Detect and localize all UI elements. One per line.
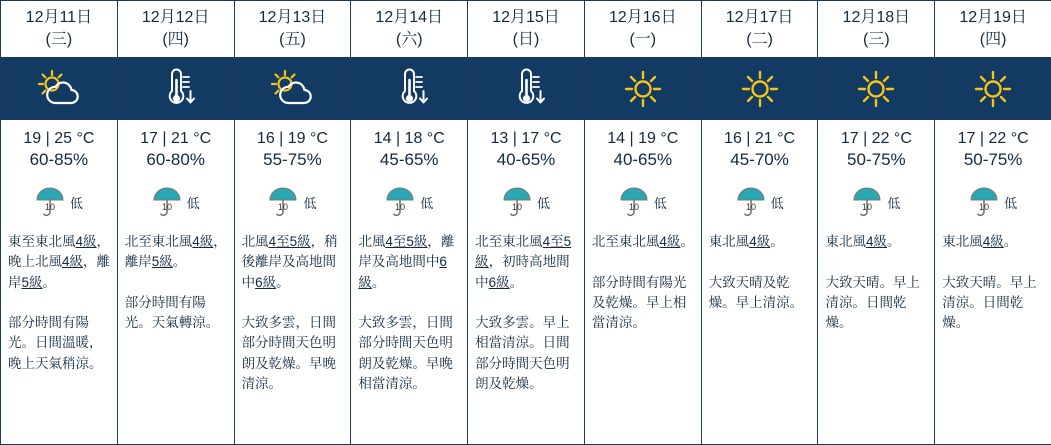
- weather-icon: [235, 58, 351, 120]
- forecast-date: [468, 1, 584, 58]
- svg-text:10: 10: [278, 202, 289, 213]
- svg-text:10: 10: [161, 202, 172, 213]
- uv-index-row: [702, 178, 818, 226]
- weather-icon: [818, 58, 934, 120]
- temperature-range: 14 | 18 °C: [373, 130, 445, 148]
- uv-index-label: 低: [303, 195, 317, 211]
- thermometer-down-icon-svg: [504, 68, 548, 110]
- humidity-range: 60-85%: [29, 150, 89, 170]
- sun-icon-svg: [856, 69, 896, 109]
- forecast-date: [585, 1, 701, 58]
- temperature-range: 14 | 19 °C: [607, 130, 679, 148]
- sun-icon-svg: [623, 69, 663, 109]
- thermometer-down-icon-svg: [154, 68, 198, 110]
- forecast-description: 北風4至5級，稍後離岸及高地間中6級。 大致多雲，日間部分時間天色明朗及乾燥。早晚清涼。: [241, 234, 338, 391]
- weather-icon: [935, 58, 1051, 120]
- svg-text:10: 10: [44, 202, 55, 213]
- temperature-range: 17 | 22 °C: [840, 130, 912, 148]
- temperature-range: 16 | 21 °C: [724, 130, 796, 148]
- humidity-range: 45-65%: [379, 150, 439, 170]
- day-of-week-text: (五): [279, 30, 306, 48]
- day-of-week-text: (四): [979, 30, 1007, 48]
- date-text: 12月17日: [725, 9, 794, 26]
- weather-icon: [585, 58, 701, 120]
- temperature-range: 17 | 22 °C: [957, 130, 1029, 148]
- forecast-description: 東至東北風4級，晚上北風4級，離岸5級。 部分時間有陽光。日間溫暖，晚上天氣稍涼。: [8, 234, 111, 371]
- day-of-week-text: (六): [395, 30, 423, 48]
- date-text: 12月13日: [258, 9, 327, 26]
- humidity-range: 60-80%: [146, 150, 205, 170]
- weather-icon: [468, 58, 584, 120]
- svg-text:10: 10: [862, 202, 873, 213]
- sun-behind-cloud-icon-svg: [268, 69, 316, 109]
- svg-text:10: 10: [745, 202, 756, 213]
- uv-index-label: 低: [770, 195, 784, 211]
- uv-index-row: [935, 178, 1051, 226]
- uv-umbrella-icon-svg: [152, 185, 182, 219]
- humidity-range: 45-70%: [730, 150, 789, 170]
- svg-text:10: 10: [511, 202, 523, 213]
- forecast-date: [351, 1, 467, 58]
- forecast-description: 東北風4級。 大致天晴及乾燥。早上清涼。: [708, 234, 804, 310]
- day-of-week-text: (三): [45, 30, 73, 48]
- date-text: 12月14日: [375, 9, 444, 26]
- forecast-date: [935, 1, 1051, 58]
- forecast-date: [235, 1, 351, 58]
- uv-index-label: 低: [420, 195, 434, 211]
- humidity-range: 50-75%: [847, 150, 906, 170]
- uv-index-label: 低: [69, 195, 83, 211]
- date-text: 12月18日: [842, 9, 911, 26]
- temperature-range: 17 | 21 °C: [140, 130, 212, 148]
- forecast-description: 北至東北風4至5級，初時高地間中6級。 大致多雲。早上相當清涼。日間部分時間天色明朗及乾燥。: [475, 234, 572, 391]
- uv-index-row: [351, 178, 467, 226]
- uv-index-row: [118, 178, 234, 226]
- uv-index-label: 低: [537, 195, 551, 211]
- day-of-week-text: (二): [746, 30, 773, 48]
- forecast-day-column: [350, 0, 468, 445]
- thermometer-down-icon-svg: [387, 68, 431, 110]
- uv-index-row: [585, 178, 701, 226]
- forecast-day-column: [701, 0, 819, 445]
- uv-umbrella-icon-svg: [502, 185, 532, 219]
- weather-icon: [118, 58, 234, 120]
- humidity-range: 55-75%: [263, 150, 322, 170]
- date-text: 12月19日: [959, 9, 1027, 26]
- forecast-day-column: [584, 0, 702, 445]
- forecast-date: [702, 1, 818, 58]
- forecast-description: 東北風4級。 大致天晴。早上清涼。日間乾燥。: [942, 234, 1037, 331]
- date-text: 12月12日: [141, 9, 210, 26]
- forecast-date: [1, 1, 117, 58]
- humidity-range: 50-75%: [963, 150, 1023, 170]
- forecast-description: 北至東北風4級，離岸5級。 部分時間有陽光。天氣轉涼。: [124, 234, 227, 331]
- uv-umbrella-icon-svg: [736, 185, 766, 219]
- forecast-date: [818, 1, 934, 58]
- forecast-date: [118, 1, 234, 58]
- uv-umbrella-icon-svg: [35, 185, 65, 219]
- uv-index-row: [1, 178, 117, 226]
- weather-icon: [351, 58, 467, 120]
- sun-icon-svg: [740, 69, 780, 109]
- humidity-range: 40-65%: [613, 150, 673, 170]
- uv-umbrella-icon-svg: [385, 185, 415, 219]
- uv-umbrella-icon-svg: [852, 185, 882, 219]
- uv-index-label: 低: [653, 195, 667, 211]
- uv-umbrella-icon-svg: [969, 185, 999, 219]
- svg-text:10: 10: [979, 202, 990, 213]
- uv-umbrella-icon-svg: [619, 185, 649, 219]
- weather-icon: [702, 58, 818, 120]
- day-of-week-text: (日): [512, 30, 540, 48]
- sun-icon-svg: [973, 69, 1013, 109]
- temperature-range: 19 | 25 °C: [23, 130, 95, 148]
- forecast-day-column: [117, 0, 235, 445]
- forecast-description: 北風4至5級，離岸及高地間中6級。 大致多雲，日間部分時間天色明朗及乾燥。早晚相當清涼。: [358, 234, 455, 391]
- uv-umbrella-icon-svg: [268, 185, 298, 219]
- uv-index-row: [235, 178, 351, 226]
- day-of-week-text: (一): [629, 30, 657, 48]
- date-text: 12月15日: [492, 9, 560, 26]
- day-of-week-text: (四): [162, 30, 189, 48]
- weather-icon: [1, 58, 117, 120]
- forecast-description: 北至東北風4級。 部分時間有陽光及乾燥。早上相當清涼。: [591, 234, 694, 331]
- uv-index-row: [468, 178, 584, 226]
- forecast-day-column: [934, 0, 1051, 445]
- svg-text:10: 10: [628, 202, 639, 213]
- forecast-day-column: [817, 0, 935, 445]
- forecast-day-column: [467, 0, 585, 445]
- uv-index-label: 低: [1004, 195, 1018, 211]
- sun-behind-cloud-icon-svg: [35, 69, 83, 109]
- forecast-day-column: [234, 0, 352, 445]
- uv-index-label: 低: [186, 195, 200, 211]
- uv-index-row: [818, 178, 934, 226]
- day-of-week-text: (三): [863, 30, 890, 48]
- humidity-range: 40-65%: [496, 150, 556, 170]
- forecast-day-column: [0, 0, 118, 445]
- uv-index-label: 低: [887, 195, 901, 211]
- date-text: 12月11日: [25, 9, 93, 26]
- temperature-range: 16 | 19 °C: [256, 130, 328, 148]
- svg-text:10: 10: [395, 202, 406, 213]
- forecast-description: 東北風4級。 大致天晴。早上清涼。日間乾燥。: [825, 234, 920, 331]
- date-text: 12月16日: [608, 9, 677, 26]
- temperature-range: 13 | 17 °C: [490, 130, 562, 148]
